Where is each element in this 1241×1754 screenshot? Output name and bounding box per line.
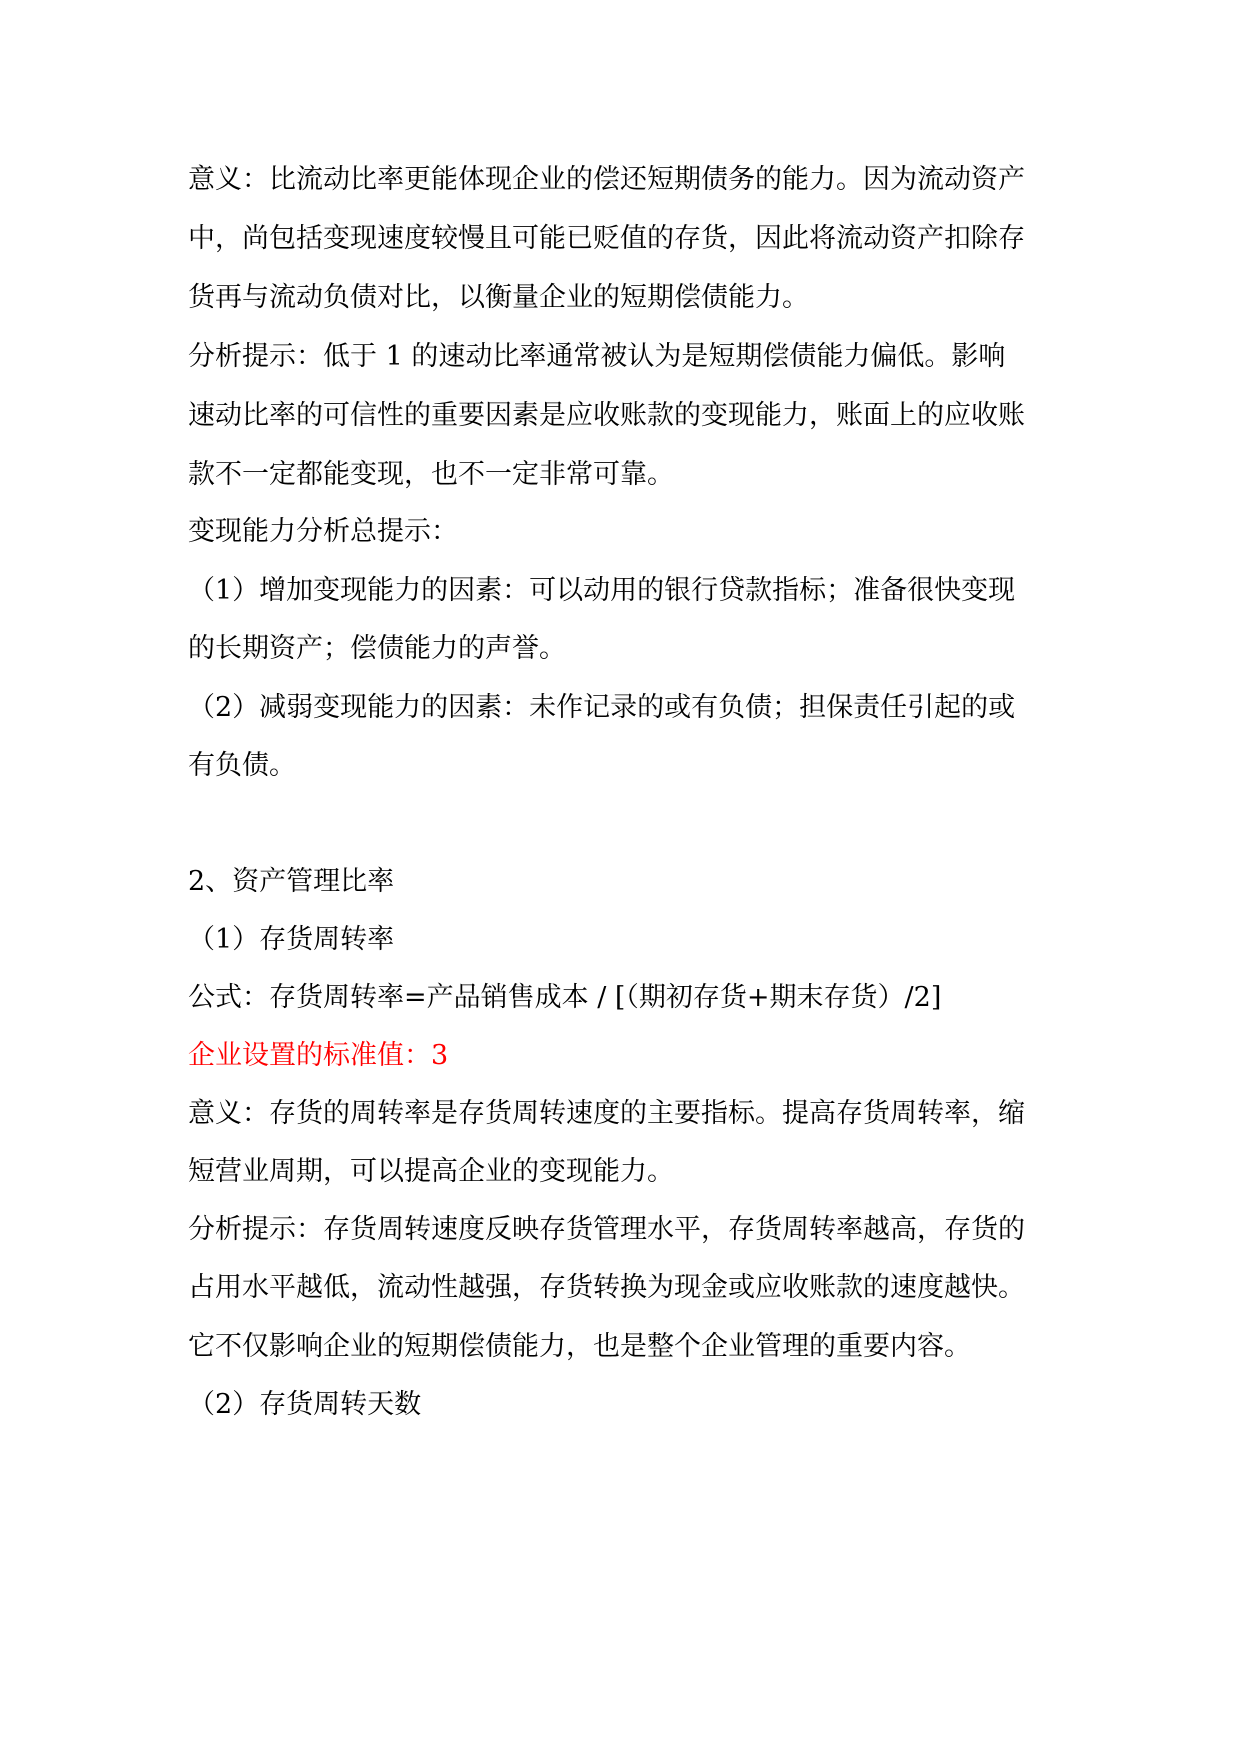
- paragraph-line: 意义：比流动比率更能体现企业的偿还短期债务的能力。因为流动资产: [188, 164, 1025, 195]
- standard-value-line: 企业设置的标准值：3: [188, 1040, 449, 1071]
- paragraph-line: 分析提示：存货周转速度反映存货管理水平，存货周转率越高，存货的: [188, 1214, 1025, 1245]
- list-item-continuation: 的长期资产；偿债能力的声誉。: [188, 633, 566, 664]
- paragraph-line: 款不一定都能变现，也不一定非常可靠。: [188, 459, 674, 490]
- paragraph-line: 速动比率的可信性的重要因素是应收账款的变现能力，账面上的应收账: [188, 400, 1025, 431]
- list-item: （2）减弱变现能力的因素：未作记录的或有负债；担保责任引起的或: [188, 692, 1016, 723]
- paragraph-line: 中，尚包括变现速度较慢且可能已贬值的存货，因此将流动资产扣除存: [188, 223, 1025, 254]
- section-note: 变现能力分析总提示：: [188, 516, 458, 547]
- list-item: （1）增加变现能力的因素：可以动用的银行贷款指标；准备很快变现: [188, 575, 1016, 606]
- section-heading: 2、资产管理比率: [188, 866, 395, 897]
- paragraph-line: 意义：存货的周转率是存货周转速度的主要指标。提高存货周转率，缩: [188, 1098, 1025, 1129]
- paragraph-line: 短营业周期，可以提高企业的变现能力。: [188, 1156, 674, 1187]
- paragraph-line: 分析提示：低于 1 的速动比率通常被认为是短期偿债能力偏低。影响: [188, 341, 1006, 372]
- list-item-continuation: 有负债。: [188, 750, 296, 781]
- paragraph-line: 货再与流动负债对比，以衡量企业的短期偿债能力。: [188, 282, 809, 313]
- formula-line: 公式：存货周转率=产品销售成本 / [（期初存货+期末存货）/2]: [188, 982, 942, 1013]
- subsection-heading: （1）存货周转率: [188, 924, 395, 955]
- subsection-heading: （2）存货周转天数: [188, 1389, 422, 1420]
- paragraph-line: 占用水平越低，流动性越强，存货转换为现金或应收账款的速度越快。: [188, 1272, 1025, 1303]
- paragraph-line: 它不仅影响企业的短期偿债能力，也是整个企业管理的重要内容。: [188, 1331, 971, 1362]
